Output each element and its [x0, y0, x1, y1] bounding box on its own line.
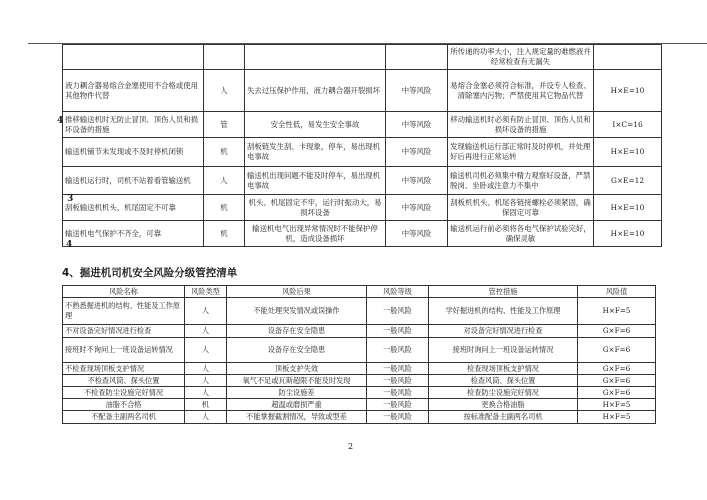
column-header: 管控措施: [429, 286, 578, 298]
risk-level-cell: 中等风险: [386, 221, 448, 247]
risk-level-cell: 一般风险: [367, 411, 429, 424]
risk-consequence-cell: 输送机电气出现异常情况时不能保护停机，造成设备损坏: [245, 221, 386, 247]
risk-value-cell: H×F=5: [578, 411, 656, 424]
risk-consequence-cell: 设备存在安全隐患: [227, 325, 367, 338]
control-measure-cell: 输送机运行前必须将各电气保护试验完好，确保灵敏: [448, 221, 594, 247]
risk-table-roadheader: [62, 285, 656, 424]
risk-consequence-cell: 安全性低，易发生安全事故: [245, 112, 386, 138]
risk-value-cell: G×F=6: [578, 325, 656, 338]
table-row: [63, 411, 656, 424]
risk-name-cell: 液力耦合器易熔合金塞使用不合格或使用其他物件代替: [63, 70, 204, 112]
table-cell: [386, 45, 448, 70]
risk-type-cell: 机: [204, 221, 245, 247]
table-cell: [204, 45, 245, 70]
margin-mark: 3: [67, 194, 74, 204]
column-header: 风险名称: [63, 286, 185, 298]
risk-type-cell: 人: [185, 338, 227, 363]
risk-type-cell: 人: [185, 325, 227, 338]
control-measure-cell: 发现输送机运行部正常时及时停机，并处理好后再进行正常运转: [448, 138, 594, 167]
table-row: [63, 195, 662, 221]
risk-consequence-cell: 顶板支护失效: [227, 363, 367, 375]
table-row: [63, 221, 662, 247]
control-measure-cell: 易熔合金塞必须符合标准，并设专人检查、清除塞内污物；严禁使用其它物品代替: [448, 70, 594, 112]
risk-value-cell: G×F=6: [578, 375, 656, 387]
table-cell: 所传递的功率大小，注入规定量的难燃液并经常检查有无漏失: [448, 45, 594, 70]
control-measure-cell: 检查风筒、探头位置: [429, 375, 578, 387]
column-header: 风险等级: [367, 286, 429, 298]
risk-consequence-cell: 不能掌握截割情况，导致或型差: [227, 411, 367, 424]
table-row: [63, 70, 662, 112]
risk-type-cell: 管: [204, 112, 245, 138]
table-row: [63, 167, 662, 195]
risk-type-cell: 人: [185, 375, 227, 387]
column-header: 风险值: [578, 286, 656, 298]
risk-level-cell: 中等风险: [386, 138, 448, 167]
table-row: [63, 399, 656, 411]
risk-name-cell: 油脂不合格: [63, 399, 185, 411]
risk-level-cell: 一般风险: [367, 298, 429, 325]
risk-name-cell: 接班时不询问上一班设备运转情况: [63, 338, 185, 363]
control-measure-cell: 刮板机机头、机尾各链接螺栓必须紧固，确保固定可靠: [448, 195, 594, 221]
control-measure-cell: 检查现场顶板支护情况: [429, 363, 578, 375]
risk-level-cell: 一般风险: [367, 363, 429, 375]
risk-value-cell: I×C=16: [594, 112, 662, 138]
risk-value-cell: H×E=10: [594, 221, 662, 247]
risk-value-cell: H×E=10: [594, 138, 662, 167]
risk-type-cell: 人: [204, 70, 245, 112]
risk-value-cell: H×E=10: [594, 195, 662, 221]
table-cell: [594, 45, 662, 70]
risk-table-conveyor: [62, 44, 662, 247]
table-row: [63, 45, 662, 70]
control-measure-cell: 学好掘进机的结构、性能及工作原理: [429, 298, 578, 325]
risk-type-cell: 人: [185, 411, 227, 424]
risk-name-cell: 不熟悉掘进机的结构、性能及工作原理: [63, 298, 185, 325]
risk-name-cell: 推移输送机时无防止冒顶、顶伤人员和损坏设备的措施: [63, 112, 204, 138]
control-measure-cell: 移动输送机时必须有防止冒顶、顶伤人员和损坏设备的措施: [448, 112, 594, 138]
column-header: 风险类型: [185, 286, 227, 298]
table-row: [63, 363, 656, 375]
risk-level-cell: 中等风险: [386, 112, 448, 138]
table-row: [63, 338, 656, 363]
risk-value-cell: H×F=5: [578, 399, 656, 411]
table-cell: [245, 45, 386, 70]
control-measure-cell: 更换合格油脂: [429, 399, 578, 411]
risk-name-cell: 刮板输送机机头、机尾固定不可靠: [63, 195, 204, 221]
risk-consequence-cell: 机头、机尾固定不牢，运行时振动大，易损坏设备: [245, 195, 386, 221]
risk-level-cell: 一般风险: [367, 325, 429, 338]
risk-type-cell: 人: [185, 387, 227, 399]
table-row: [63, 112, 662, 138]
risk-level-cell: 一般风险: [367, 399, 429, 411]
risk-type-cell: 人: [185, 298, 227, 325]
column-header: 风险后果: [227, 286, 367, 298]
risk-consequence-cell: 失去过压保护作用，液力耦合器开裂损坏: [245, 70, 386, 112]
control-measure-cell: 输送机司机必须集中精力观察好设备，严禁脱岗、坐卧或注意力不集中: [448, 167, 594, 195]
risk-name-cell: 输送机运行时，司机不站着看管输送机: [63, 167, 204, 195]
risk-consequence-cell: 氧气不足或瓦斯超限不能及时发现: [227, 375, 367, 387]
risk-level-cell: 一般风险: [367, 387, 429, 399]
risk-name-cell: 不检查风筒、探头位置: [63, 375, 185, 387]
risk-value-cell: G×F=6: [578, 363, 656, 375]
control-measure-cell: 按标准配备主副两名司机: [429, 411, 578, 424]
risk-level-cell: 中等风险: [386, 167, 448, 195]
risk-consequence-cell: 不能处理突发情况或误操作: [227, 298, 367, 325]
risk-type-cell: 人: [204, 167, 245, 195]
risk-level-cell: 一般风险: [367, 338, 429, 363]
control-measure-cell: 检查防尘设施完好情况: [429, 387, 578, 399]
risk-name-cell: 不检查现场顶板支护情况: [63, 363, 185, 375]
risk-consequence-cell: 刮板链发生刮、卡现象，停车，易出现机电事故: [245, 138, 386, 167]
risk-type-cell: 人: [185, 363, 227, 375]
risk-value-cell: G×F=6: [578, 387, 656, 399]
risk-type-cell: 机: [185, 399, 227, 411]
risk-value-cell: H×E=10: [594, 70, 662, 112]
table-row: [63, 325, 656, 338]
risk-name-cell: 输送机电气保护不齐全，可靠: [63, 221, 204, 247]
risk-name-cell: 不配备主副两名司机: [63, 411, 185, 424]
risk-name-cell: 不检查防尘设施完好情况: [63, 387, 185, 399]
risk-level-cell: 中等风险: [386, 195, 448, 221]
table-row: [63, 375, 656, 387]
risk-name-cell: 输送机铺节未发现或不及时停机闭锁: [63, 138, 204, 167]
risk-value-cell: H×F=5: [578, 298, 656, 325]
table-row: [63, 138, 662, 167]
table-row: [63, 298, 656, 325]
risk-name-cell: 不对设备完好情况进行检查: [63, 325, 185, 338]
table-row: [63, 387, 656, 399]
section-title: 4、掘进机司机安全风险分级管控清单: [62, 267, 238, 279]
risk-value-cell: G×E=12: [594, 167, 662, 195]
risk-value-cell: G×F=6: [578, 338, 656, 363]
margin-mark: 4: [57, 116, 64, 126]
table-header-row: [63, 286, 656, 298]
risk-type-cell: 机: [204, 138, 245, 167]
page-number: 2: [348, 442, 354, 451]
control-measure-cell: 对设备完好情况进行检查: [429, 325, 578, 338]
margin-mark: 4: [66, 240, 73, 250]
risk-consequence-cell: 超温或磨损严重: [227, 399, 367, 411]
risk-consequence-cell: 设备存在安全隐患: [227, 338, 367, 363]
risk-consequence-cell: 输送机出现问题不能及时停车，易出现机电事故: [245, 167, 386, 195]
risk-type-cell: 机: [204, 195, 245, 221]
risk-consequence-cell: 防尘设施差: [227, 387, 367, 399]
risk-level-cell: 一般风险: [367, 375, 429, 387]
risk-level-cell: 中等风险: [386, 70, 448, 112]
control-measure-cell: 接班时询问上一班设备运转情况: [429, 338, 578, 363]
table-cell: [63, 45, 204, 70]
